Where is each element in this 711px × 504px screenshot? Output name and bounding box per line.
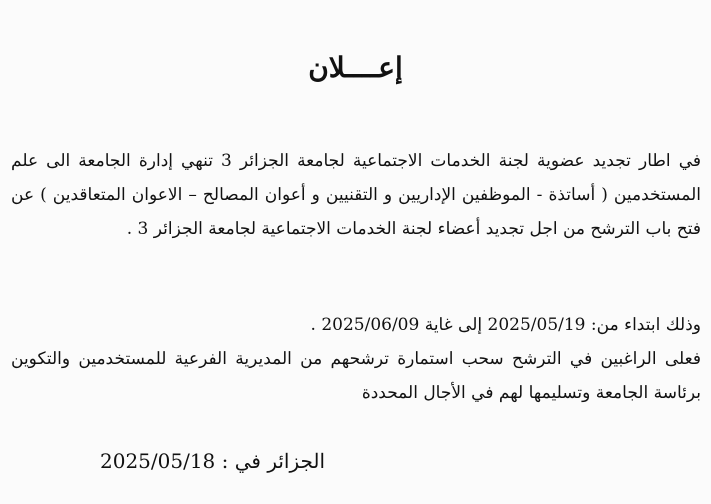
announcement-paragraph-dates: وذلك ابتداء من: 2025/05/19 إلى غاية 2025/06/09 .: [310, 315, 701, 335]
date-signature: الجزائر في : 2025/05/18: [100, 449, 326, 473]
announcement-paragraph-instructions: فعلى الراغبين في الترشح سحب استمارة ترشحهم من المديرية الفرعية للمستخدمين والتكوين برئاسة الجامعة وتسليمها لهم في الأجال المحددة: [11, 349, 701, 403]
announcement-paragraph-intro: في اطار تجديد عضوية لجنة الخدمات الاجتماعية لجامعة الجزائر 3 تنهي إدارة الجامعة الى علم المستخدمين ( أساتذة - الموظفين الإداريين و التقنيين و أعوان المصالح – الاعوان المتعاقدين ) عن فتح باب الترشح من اجل تجديد أعضاء لجنة الخدمات الاجتماعية لجامعة الجزائر 3 .: [11, 151, 701, 239]
document-title: إعــــلان: [308, 51, 403, 84]
